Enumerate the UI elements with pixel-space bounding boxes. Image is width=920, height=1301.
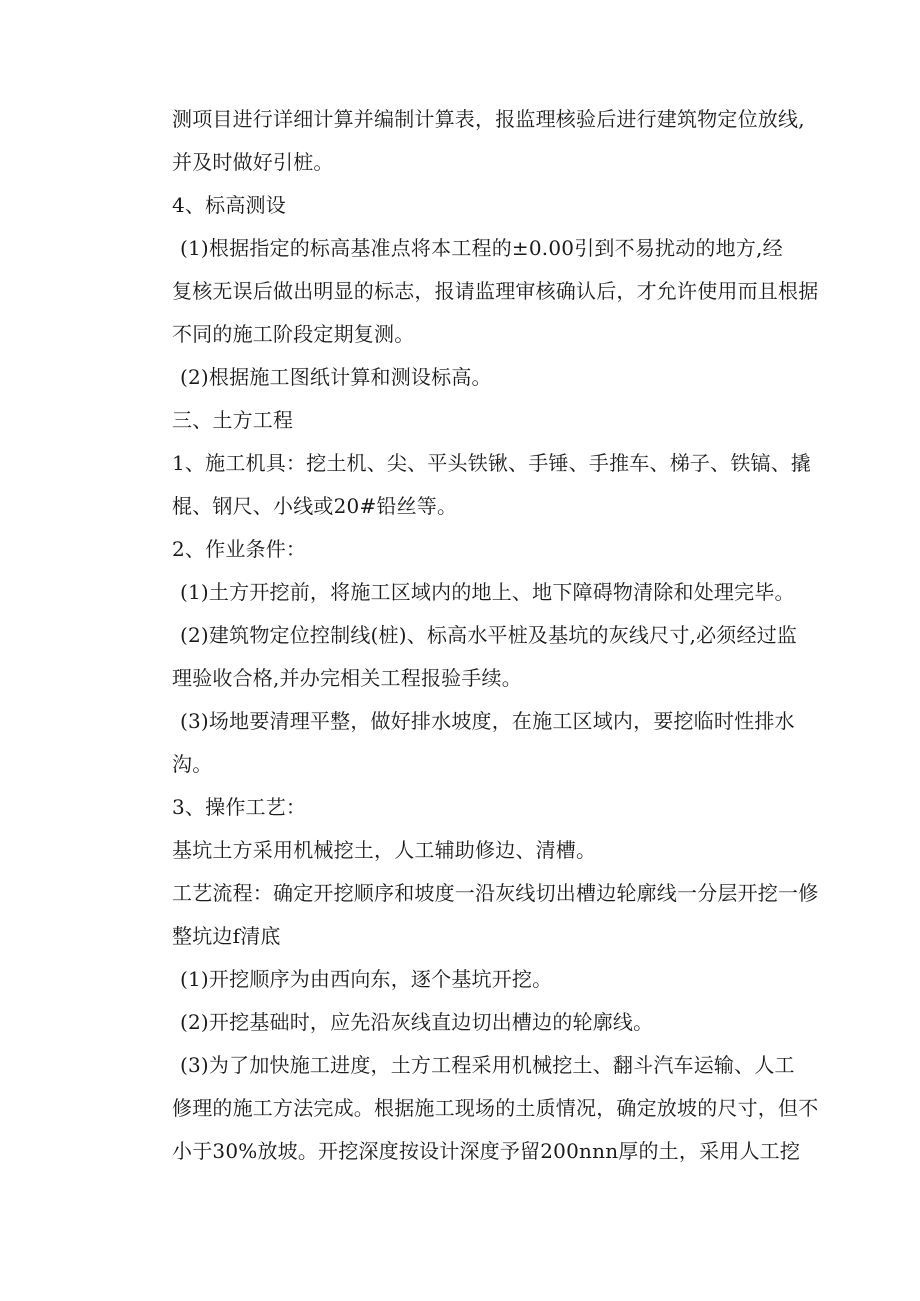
text-line: 沟。	[172, 752, 213, 776]
text-line: 理验收合格,并办完相关工程报验手续。	[172, 666, 522, 690]
text-line: (1)根据指定的标高基准点将本工程的±0.00引到不易扰动的地方,经	[180, 236, 783, 260]
text-line: 基坑土方采用机械挖土，人工辅助修边、清槽。	[172, 838, 597, 862]
text-line: (2)根据施工图纸计算和测设标高。	[180, 365, 492, 389]
section-heading: 3、操作工艺：	[172, 795, 307, 819]
text-line: (2)建筑物定位控制线(桩)、标高水平桩及基坑的灰线尺寸,必须经过监	[180, 623, 798, 647]
text-line: (1)开挖顺序为由西向东，逐个基坑开挖。	[180, 967, 553, 991]
section-heading: 4、标高测设	[172, 193, 286, 217]
text-line: 并及时做好引桩。	[172, 150, 334, 174]
section-heading: 2、作业条件：	[172, 537, 307, 561]
text-line: 整坑边f清底	[172, 924, 281, 948]
text-line: 1、施工机具：挖土机、尖、平头铁锹、手锤、手推车、梯子、铁镐、撬	[172, 451, 812, 475]
text-line: 棍、钢尺、小线或20#铅丝等。	[172, 494, 458, 518]
text-line: 小于30%放坡。开挖深度按设计深度予留200nnn厚的土，采用人工挖	[172, 1139, 801, 1163]
text-line: (3)为了加快施工进度，土方工程采用机械挖土、翻斗汽车运输、人工	[180, 1053, 795, 1077]
text-line: 测项目进行详细计算并编制计算表，报监理核验后进行建筑物定位放线,	[172, 107, 805, 131]
text-line: 修理的施工方法完成。根据施工现场的土质情况，确定放坡的尺寸，但不	[172, 1096, 819, 1120]
section-heading: 三、土方工程	[172, 408, 294, 432]
text-line: 复核无误后做出明显的标志，报请监理审核确认后，才允许使用而且根据	[172, 279, 819, 303]
text-line: (2)开挖基础时，应先沿灰线直边切出槽边的轮廓线。	[180, 1010, 654, 1034]
text-line: 不同的施工阶段定期复测。	[172, 322, 415, 346]
text-line: (3)场地要清理平整，做好排水坡度，在施工区域内，要挖临时性排水	[180, 709, 795, 733]
text-line: (1)土方开挖前，将施工区域内的地上、地下障碍物清除和处理完毕。	[180, 580, 795, 604]
text-line: 工艺流程：确定开挖顺序和坡度一沿灰线切出槽边轮廓线一分层开挖一修	[172, 881, 819, 905]
